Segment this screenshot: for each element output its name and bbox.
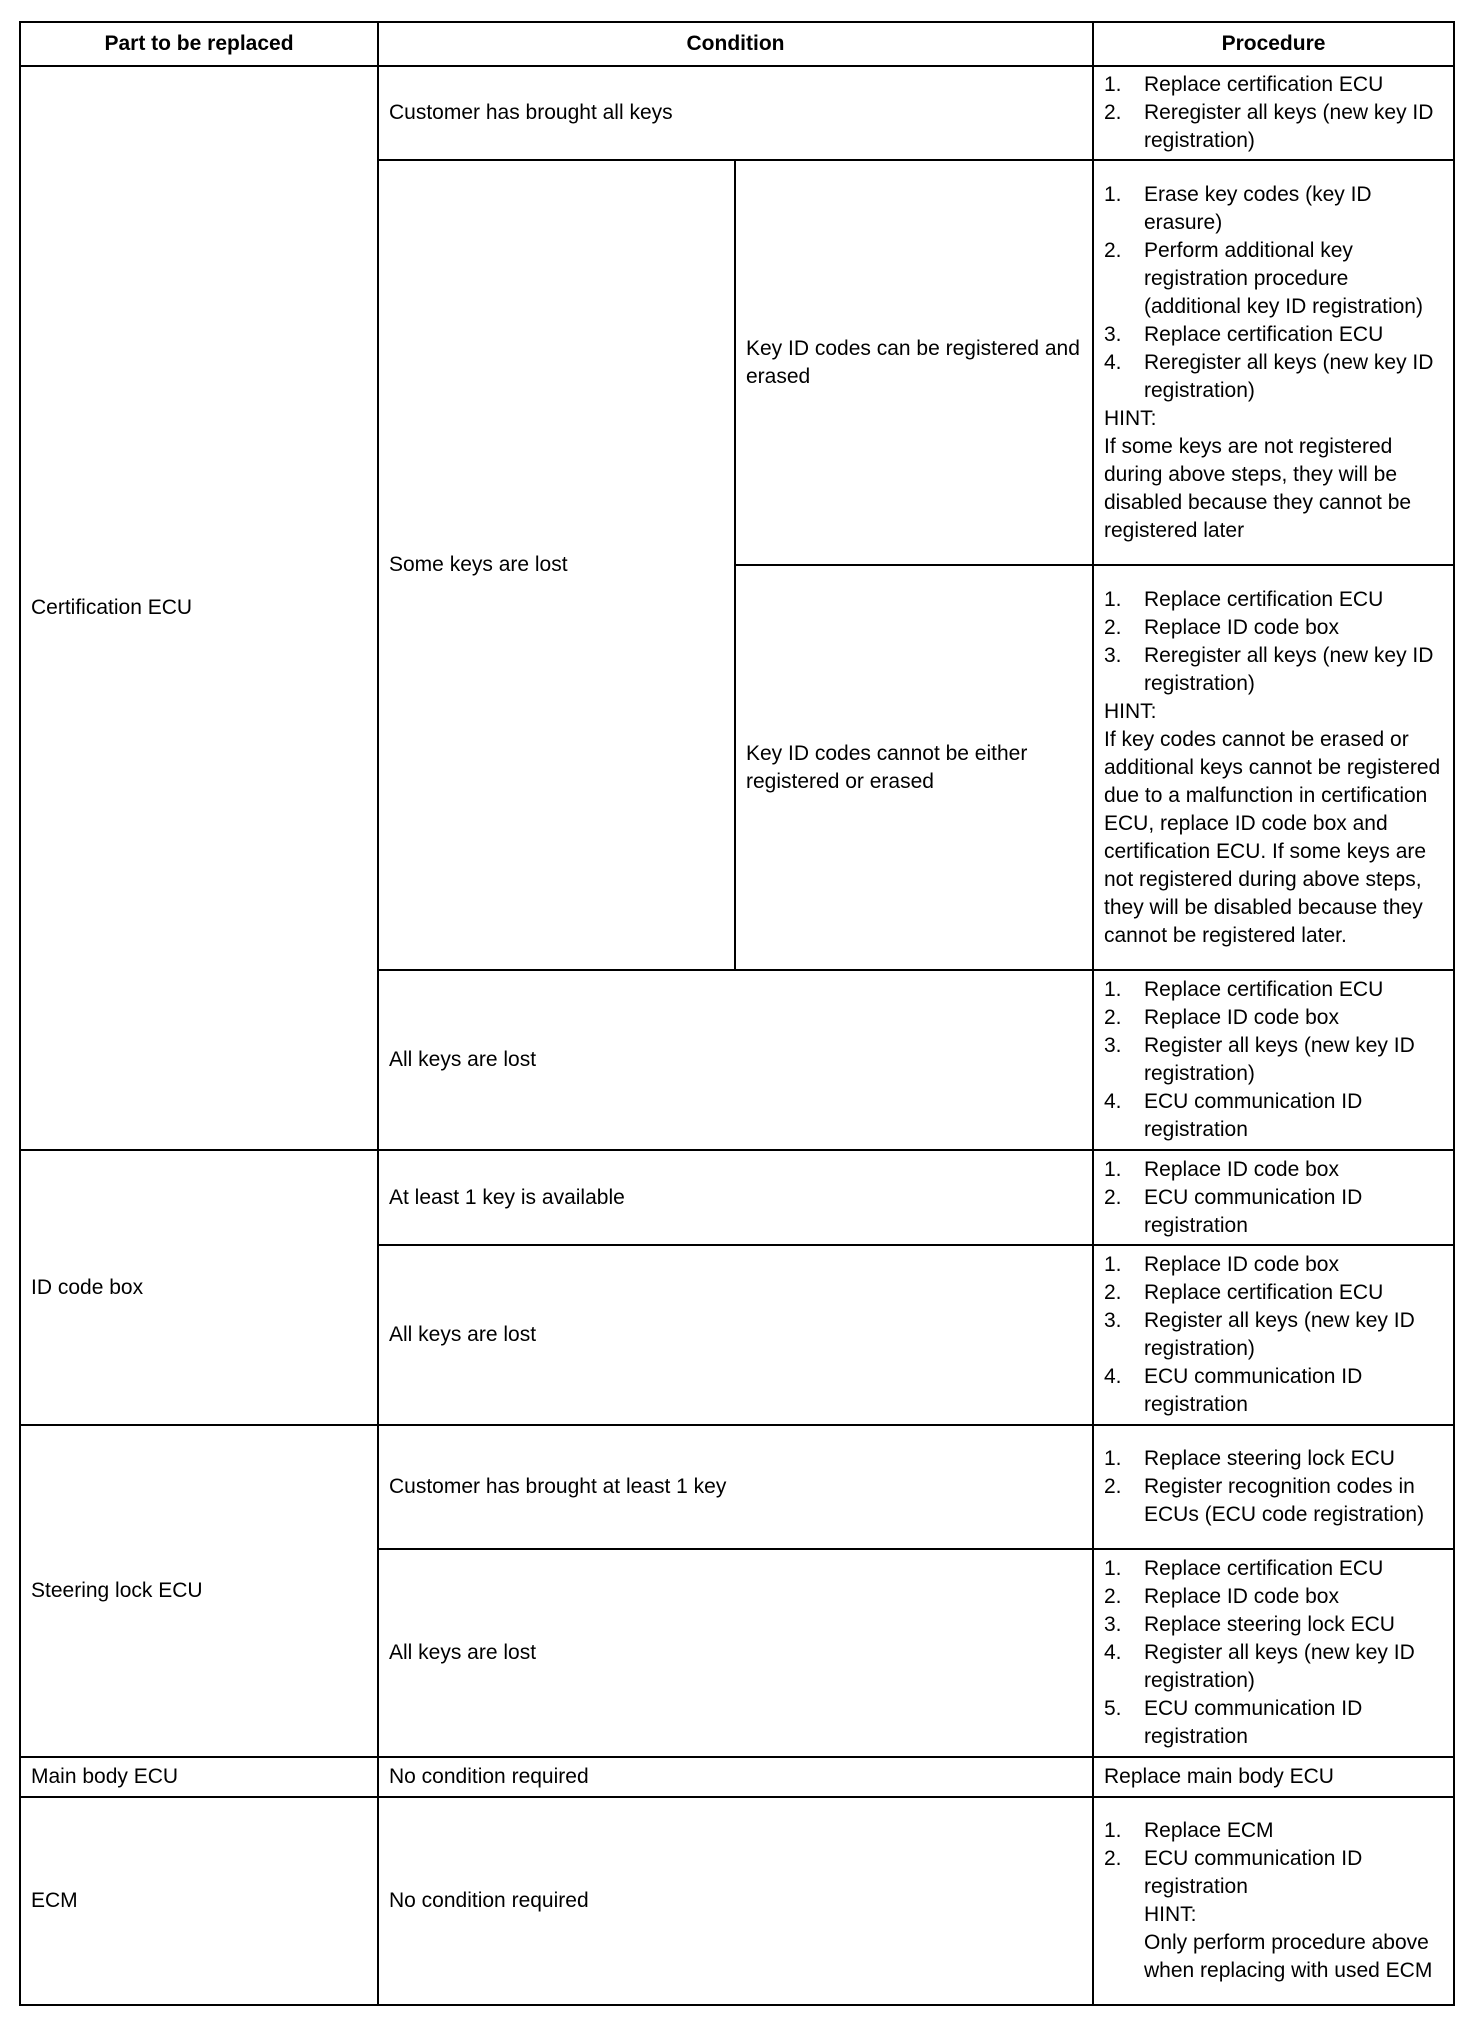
procedure-cell bbox=[1093, 970, 1454, 1150]
procedure-step bbox=[1104, 1639, 1443, 1695]
part-cell: Steering lock ECU bbox=[20, 1425, 378, 1757]
part-cell: Main body ECU bbox=[20, 1757, 378, 1797]
procedure-step bbox=[1104, 1473, 1443, 1529]
step-text: Replace certification ECU bbox=[1144, 978, 1384, 1001]
step-text: Replace certification ECU bbox=[1144, 1557, 1384, 1580]
condition-cell: At least 1 key is available bbox=[378, 1150, 1093, 1245]
step-text: Register recognition codes in ECUs (ECU code registration) bbox=[1144, 1475, 1425, 1526]
subcondition-cell: Key ID codes can be registered and erased bbox=[735, 160, 1093, 565]
step-text: Replace ID code box bbox=[1144, 1253, 1339, 1276]
procedure-step bbox=[1104, 1817, 1443, 1845]
procedure-step bbox=[1104, 1251, 1443, 1279]
procedure-steps bbox=[1104, 1555, 1443, 1751]
procedure-steps bbox=[1104, 1251, 1443, 1419]
step-text: Replace certification ECU bbox=[1144, 1281, 1384, 1304]
step-text: ECU communication ID registration bbox=[1144, 1090, 1363, 1141]
header-part: Part to be replaced bbox=[20, 22, 378, 66]
procedure-step bbox=[1104, 237, 1443, 321]
step-number: 1. bbox=[1104, 1157, 1122, 1181]
step-text: Replace steering lock ECU bbox=[1144, 1447, 1395, 1470]
condition-cell: Customer has brought at least 1 key bbox=[378, 1425, 1093, 1549]
step-number: 3. bbox=[1104, 322, 1122, 346]
step-number: 2. bbox=[1104, 238, 1122, 262]
nested-hint bbox=[1104, 1901, 1443, 1985]
hint-label: HINT: bbox=[1144, 1903, 1197, 1926]
step-number: 1. bbox=[1104, 587, 1122, 611]
step-text: Reregister all keys (new key ID registration) bbox=[1144, 643, 1434, 695]
header-condition: Condition bbox=[378, 22, 1093, 66]
procedure-step bbox=[1104, 1363, 1443, 1419]
step-text: Reregister all keys (new key ID registration) bbox=[1144, 101, 1434, 152]
procedure-cell bbox=[1093, 1797, 1454, 2005]
step-text: Perform additional key registration procedure (additional key ID registration) bbox=[1144, 238, 1423, 318]
part-cell: ID code box bbox=[20, 1150, 378, 1425]
condition-cell: All keys are lost bbox=[378, 1549, 1093, 1757]
procedure-steps bbox=[1104, 1445, 1443, 1529]
step-text: Replace ID code box bbox=[1144, 1157, 1339, 1181]
step-text: Register all keys (new key ID registration) bbox=[1144, 1309, 1415, 1360]
procedure-step bbox=[1104, 1184, 1443, 1240]
procedure-step bbox=[1104, 1555, 1443, 1583]
procedure-steps bbox=[1104, 181, 1443, 405]
procedure-step bbox=[1104, 1445, 1443, 1473]
procedure-step bbox=[1104, 642, 1443, 698]
condition-cell: All keys are lost bbox=[378, 970, 1093, 1150]
procedure-step bbox=[1104, 99, 1443, 155]
procedure-steps bbox=[1104, 71, 1443, 155]
procedure-cell bbox=[1093, 565, 1454, 970]
step-text: Replace steering lock ECU bbox=[1144, 1613, 1395, 1636]
procedure-cell bbox=[1093, 160, 1454, 565]
step-number: 1. bbox=[1104, 1253, 1122, 1276]
condition-cell: No condition required bbox=[378, 1757, 1093, 1797]
table-row bbox=[20, 1150, 1454, 1245]
step-text: ECU communication ID registration bbox=[1144, 1185, 1363, 1237]
step-text: Replace certification ECU bbox=[1144, 73, 1384, 96]
header-procedure: Procedure bbox=[1093, 22, 1454, 66]
condition-cell: Customer has brought all keys bbox=[378, 66, 1093, 160]
procedure-steps bbox=[1104, 976, 1443, 1144]
procedure-step bbox=[1104, 1307, 1443, 1363]
procedure-steps bbox=[1104, 1817, 1443, 1901]
step-number: 1. bbox=[1104, 1557, 1122, 1580]
hint-text: If some keys are not registered during above steps, they will be disabled because they cannot be registered later bbox=[1104, 434, 1412, 542]
step-text: Register all keys (new key ID registration) bbox=[1144, 1034, 1415, 1085]
procedure-step bbox=[1104, 1279, 1443, 1307]
procedure-step bbox=[1104, 349, 1443, 405]
procedure-steps bbox=[1104, 586, 1443, 698]
step-text: Replace ID code box bbox=[1144, 615, 1339, 639]
step-number: 2. bbox=[1104, 101, 1122, 124]
step-number: 1. bbox=[1104, 73, 1122, 96]
step-number: 1. bbox=[1104, 182, 1122, 206]
procedure-step bbox=[1104, 1004, 1443, 1032]
procedure-cell bbox=[1093, 1245, 1454, 1425]
step-number: 1. bbox=[1104, 1819, 1122, 1842]
procedure-step bbox=[1104, 321, 1443, 349]
step-text: ECU communication ID registration bbox=[1144, 1697, 1363, 1748]
step-text: Replace ID code box bbox=[1144, 1585, 1339, 1608]
step-number: 5. bbox=[1104, 1697, 1122, 1720]
part-cell: Certification ECU bbox=[20, 66, 378, 1150]
condition-cell: Some keys are lost bbox=[378, 160, 735, 970]
step-number: 3. bbox=[1104, 643, 1122, 667]
hint-text: Only perform procedure above when replacing with used ECM bbox=[1144, 1931, 1433, 1982]
procedure-step bbox=[1104, 71, 1443, 99]
step-number: 2. bbox=[1104, 615, 1122, 639]
procedure-steps bbox=[1104, 1156, 1443, 1240]
step-text: Reregister all keys (new key ID registration) bbox=[1144, 350, 1434, 402]
step-number: 2. bbox=[1104, 1585, 1122, 1608]
procedure-step bbox=[1104, 1845, 1443, 1901]
step-number: 3. bbox=[1104, 1309, 1122, 1332]
step-number: 2. bbox=[1104, 1475, 1122, 1498]
procedure-cell: Replace main body ECU bbox=[1093, 1757, 1454, 1797]
part-cell: ECM bbox=[20, 1797, 378, 2005]
step-number: 1. bbox=[1104, 978, 1122, 1001]
key-replacement-table bbox=[19, 21, 1455, 2006]
step-number: 4. bbox=[1104, 1365, 1122, 1388]
procedure-step bbox=[1104, 1156, 1443, 1184]
hint-text: If key codes cannot be erased or additional keys cannot be registered due to a malfunction in certification ECU, replace ID code box and certification ECU. If some keys are not registered during above steps, they will be disabled because they cannot be registered later. bbox=[1104, 727, 1441, 947]
procedure-cell bbox=[1093, 1549, 1454, 1757]
step-number: 4. bbox=[1104, 350, 1122, 374]
step-text: Register all keys (new key ID registration) bbox=[1144, 1641, 1415, 1692]
step-text: Replace ECM bbox=[1144, 1819, 1274, 1842]
table-row bbox=[20, 66, 1454, 160]
step-number: 2. bbox=[1104, 1847, 1122, 1870]
step-number: 3. bbox=[1104, 1034, 1122, 1057]
step-number: 3. bbox=[1104, 1613, 1122, 1636]
procedure-step bbox=[1104, 1583, 1443, 1611]
procedure-step bbox=[1104, 586, 1443, 614]
step-number: 4. bbox=[1104, 1090, 1122, 1113]
procedure-cell bbox=[1093, 1425, 1454, 1549]
header-row bbox=[20, 22, 1454, 66]
procedure-step bbox=[1104, 1088, 1443, 1144]
table-row bbox=[20, 1797, 1454, 2005]
procedure-step bbox=[1104, 1695, 1443, 1751]
hint-label: HINT: bbox=[1104, 406, 1157, 430]
step-text: Replace certification ECU bbox=[1144, 587, 1384, 611]
step-number: 2. bbox=[1104, 1006, 1122, 1029]
procedure-step bbox=[1104, 181, 1443, 237]
step-text: Replace certification ECU bbox=[1144, 322, 1384, 346]
hint-label: HINT: bbox=[1104, 699, 1157, 723]
step-number: 2. bbox=[1104, 1185, 1122, 1209]
procedure-step bbox=[1104, 1611, 1443, 1639]
procedure-step bbox=[1104, 1032, 1443, 1088]
procedure-step bbox=[1104, 614, 1443, 642]
step-text: ECU communication ID registration bbox=[1144, 1365, 1363, 1416]
step-text: ECU communication ID registration bbox=[1144, 1847, 1363, 1898]
table-row bbox=[20, 1425, 1454, 1549]
procedure-cell bbox=[1093, 66, 1454, 160]
subcondition-cell: Key ID codes cannot be either registered or erased bbox=[735, 565, 1093, 970]
condition-cell: All keys are lost bbox=[378, 1245, 1093, 1425]
step-number: 2. bbox=[1104, 1281, 1122, 1304]
step-number: 1. bbox=[1104, 1447, 1122, 1470]
step-text: Replace ID code box bbox=[1144, 1006, 1339, 1029]
step-text: Erase key codes (key ID erasure) bbox=[1144, 182, 1372, 234]
table-row bbox=[20, 1757, 1454, 1797]
step-number: 4. bbox=[1104, 1641, 1122, 1664]
condition-cell: No condition required bbox=[378, 1797, 1093, 2005]
procedure-cell bbox=[1093, 1150, 1454, 1245]
procedure-step bbox=[1104, 976, 1443, 1004]
